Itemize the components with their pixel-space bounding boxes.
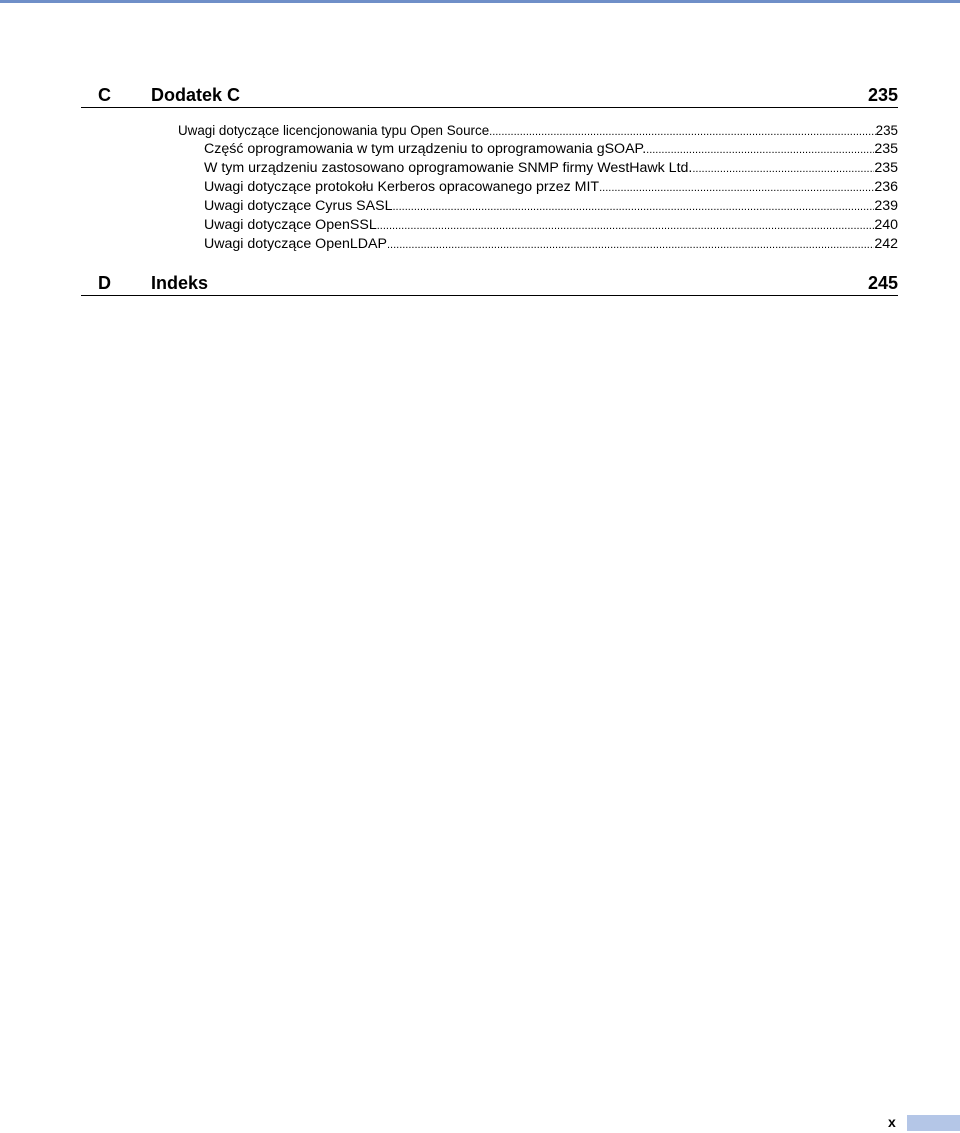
footer-page-number: x [888, 1114, 896, 1130]
leader-dots [387, 236, 874, 255]
toc-entry[interactable] [204, 159, 898, 178]
toc-entry[interactable] [204, 216, 898, 235]
leader-dots [377, 217, 875, 236]
toc-entry-title: Uwagi dotyczące protokołu Kerberos opracowanego przez MIT [204, 179, 600, 195]
leader-dots [646, 141, 874, 160]
chapter-title: Dodatek C [151, 85, 241, 105]
chapter-letter: D [98, 273, 111, 293]
toc-entry[interactable] [204, 178, 898, 197]
chapter-heading-d[interactable] [81, 271, 898, 296]
chapter-page-number: 245 [867, 273, 898, 293]
toc-entry-page: 236 [874, 179, 898, 195]
leader-dots [599, 179, 874, 198]
toc-entry-title: Uwagi dotyczące licencjonowania typu Open Source [178, 123, 490, 138]
toc-entry-page: 235 [875, 123, 898, 138]
leader-dots [392, 198, 874, 217]
toc-entry[interactable] [204, 197, 898, 216]
leader-dots [692, 160, 874, 179]
toc-entry-title: Część oprogramowania w tym urządzeniu to oprogramowania gSOAP. [204, 141, 647, 157]
header-rule [0, 0, 960, 3]
toc-entry-page: 235 [874, 141, 898, 157]
chapter-title: Indeks [151, 273, 209, 293]
toc-entry[interactable] [204, 140, 898, 159]
toc-entry-page: 240 [874, 217, 898, 233]
toc-entry[interactable] [178, 121, 898, 140]
toc-entry[interactable] [204, 235, 898, 254]
toc-entry-page: 235 [874, 160, 898, 176]
toc-entry-title: Uwagi dotyczące Cyrus SASL [204, 198, 393, 214]
chapter-letter: C [98, 85, 111, 105]
toc-entry-title: Uwagi dotyczące OpenLDAP [204, 236, 387, 252]
chapter-heading-c[interactable] [81, 83, 898, 108]
chapter-page-number: 235 [867, 85, 898, 105]
toc-entry-title: W tym urządzeniu zastosowano oprogramowanie SNMP firmy WestHawk Ltd. [204, 160, 693, 176]
footer-tab [907, 1115, 960, 1131]
toc-entry-page: 239 [874, 198, 898, 214]
toc-entry-title: Uwagi dotyczące OpenSSL [204, 217, 377, 233]
toc-entry-page: 242 [874, 236, 898, 252]
